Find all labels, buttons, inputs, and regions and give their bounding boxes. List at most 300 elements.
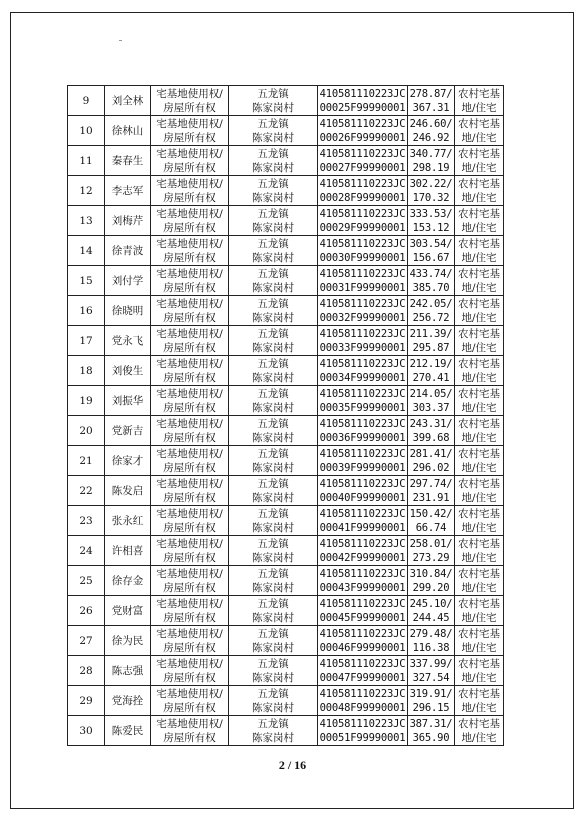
owner-name-cell: 徐晓明: [105, 296, 151, 326]
area-cell-line: 231.91: [412, 491, 450, 504]
area-cell-line: 367.31: [412, 101, 450, 114]
area-cell: [408, 86, 455, 116]
right-type-cell: [151, 296, 229, 326]
location-cell-line: 陈家岗村: [252, 101, 294, 114]
unit-code-cell-line: 00046F99990001: [319, 641, 406, 654]
location-cell-line: 陈家岗村: [252, 671, 294, 684]
right-type-cell-line: 房屋所有权: [163, 251, 216, 264]
right-type-cell-line: 房屋所有权: [163, 491, 216, 504]
unit-code-cell-line: 00045F99990001: [319, 611, 406, 624]
right-type-cell-line: 宅基地使用权/: [156, 267, 223, 280]
unit-code-cell-line: 00034F99990001: [319, 371, 406, 384]
owner-name-cell: 李志军: [105, 176, 151, 206]
area-cell: [408, 356, 455, 386]
right-type-cell-line: 宅基地使用权/: [156, 687, 223, 700]
owner-name-cell: 秦春生: [105, 146, 151, 176]
right-type-cell: [151, 416, 229, 446]
right-type-cell-line: 宅基地使用权/: [156, 387, 223, 400]
unit-code-cell-line: 00027F99990001: [319, 161, 406, 174]
area-cell: [408, 656, 455, 686]
unit-code-cell-line: 00033F99990001: [319, 341, 406, 354]
area-cell-line: 303.37: [412, 401, 450, 414]
land-use-cell-line: 地/住宅: [461, 461, 497, 474]
right-type-cell: [151, 566, 229, 596]
unit-code-cell-line: 00047F99990001: [319, 671, 406, 684]
area-cell-line: 273.29: [412, 551, 450, 564]
land-use-cell: [455, 416, 504, 446]
table-row: [68, 476, 504, 506]
land-use-cell-line: 农村宅基: [458, 627, 500, 640]
area-cell-line: 153.12: [412, 221, 450, 234]
land-use-cell: [455, 716, 504, 746]
unit-code-cell-line: 410581110223JC: [319, 357, 406, 370]
row-number-cell: 16: [68, 296, 105, 326]
area-cell-line: 170.32: [412, 191, 450, 204]
land-use-cell-line: 地/住宅: [461, 371, 497, 384]
right-type-cell-line: 宅基地使用权/: [156, 177, 223, 190]
land-use-cell: [455, 86, 504, 116]
unit-code-cell: [318, 116, 408, 146]
land-use-cell-line: 地/住宅: [461, 731, 497, 744]
area-cell-line: 246.92: [412, 131, 450, 144]
land-use-cell-line: 地/住宅: [461, 251, 497, 264]
area-cell-line: 433.74/: [409, 267, 453, 280]
owner-name-cell: 徐家才: [105, 446, 151, 476]
area-cell-line: 302.22/: [409, 177, 453, 190]
right-type-cell-line: 房屋所有权: [163, 191, 216, 204]
land-use-cell-line: 地/住宅: [461, 521, 497, 534]
row-number-cell: 28: [68, 656, 105, 686]
location-cell: [229, 206, 318, 236]
right-type-cell: [151, 206, 229, 236]
location-cell-line: 五龙镇: [257, 297, 289, 310]
area-cell: [408, 236, 455, 266]
area-cell-line: 385.70: [412, 281, 450, 294]
area-cell-line: 243.31/: [409, 417, 453, 430]
row-number-cell: 13: [68, 206, 105, 236]
location-cell-line: 五龙镇: [257, 687, 289, 700]
unit-code-cell-line: 410581110223JC: [319, 717, 406, 730]
area-cell-line: 214.05/: [409, 387, 453, 400]
location-cell: [229, 326, 318, 356]
table-row: [68, 206, 504, 236]
area-cell: [408, 266, 455, 296]
area-cell-line: 319.91/: [409, 687, 453, 700]
owner-name-cell: 刘振华: [105, 386, 151, 416]
location-cell-line: 陈家岗村: [252, 581, 294, 594]
land-use-cell-line: 农村宅基: [458, 297, 500, 310]
right-type-cell: [151, 536, 229, 566]
land-use-cell: [455, 656, 504, 686]
land-use-cell-line: 农村宅基: [458, 657, 500, 670]
table-row: [68, 86, 504, 116]
unit-code-cell: [318, 596, 408, 626]
land-use-cell-line: 农村宅基: [458, 687, 500, 700]
row-number-cell: 24: [68, 536, 105, 566]
land-use-cell-line: 地/住宅: [461, 311, 497, 324]
area-cell-line: 244.45: [412, 611, 450, 624]
owner-name-cell: 刘俊生: [105, 356, 151, 386]
location-cell-line: 陈家岗村: [252, 491, 294, 504]
right-type-cell-line: 宅基地使用权/: [156, 357, 223, 370]
row-number-cell: 26: [68, 596, 105, 626]
location-cell-line: 陈家岗村: [252, 371, 294, 384]
unit-code-cell: [318, 206, 408, 236]
owner-name-cell: 党永飞: [105, 326, 151, 356]
land-use-cell: [455, 506, 504, 536]
land-use-cell: [455, 236, 504, 266]
unit-code-cell-line: 410581110223JC: [319, 327, 406, 340]
right-type-cell-line: 房屋所有权: [163, 161, 216, 174]
location-cell-line: 陈家岗村: [252, 641, 294, 654]
area-cell: [408, 116, 455, 146]
land-use-cell-line: 地/住宅: [461, 701, 497, 714]
land-use-cell-line: 农村宅基: [458, 477, 500, 490]
location-cell: [229, 266, 318, 296]
right-type-cell-line: 宅基地使用权/: [156, 537, 223, 550]
location-cell-line: 五龙镇: [257, 507, 289, 520]
area-cell-line: 333.53/: [409, 207, 453, 220]
unit-code-cell: [318, 416, 408, 446]
land-use-cell-line: 地/住宅: [461, 161, 497, 174]
table-row: [68, 536, 504, 566]
right-type-cell-line: 房屋所有权: [163, 431, 216, 444]
location-cell-line: 陈家岗村: [252, 191, 294, 204]
right-type-cell-line: 宅基地使用权/: [156, 297, 223, 310]
area-cell: [408, 326, 455, 356]
owner-name-cell: 党新吉: [105, 416, 151, 446]
location-cell-line: 陈家岗村: [252, 611, 294, 624]
right-type-cell-line: 房屋所有权: [163, 581, 216, 594]
area-cell-line: 245.10/: [409, 597, 453, 610]
area-cell-line: 212.19/: [409, 357, 453, 370]
right-type-cell: [151, 596, 229, 626]
unit-code-cell: [318, 356, 408, 386]
unit-code-cell-line: 410581110223JC: [319, 447, 406, 460]
table-row: [68, 686, 504, 716]
land-use-cell-line: 地/住宅: [461, 431, 497, 444]
area-cell: [408, 206, 455, 236]
area-cell-line: 310.84/: [409, 567, 453, 580]
table-row: [68, 566, 504, 596]
area-cell: [408, 536, 455, 566]
land-use-cell: [455, 686, 504, 716]
land-use-cell-line: 农村宅基: [458, 507, 500, 520]
right-type-cell-line: 房屋所有权: [163, 701, 216, 714]
location-cell-line: 陈家岗村: [252, 311, 294, 324]
table-row: [68, 446, 504, 476]
unit-code-cell: [318, 536, 408, 566]
location-cell: [229, 656, 318, 686]
unit-code-cell-line: 00036F99990001: [319, 431, 406, 444]
area-cell-line: 296.15: [412, 701, 450, 714]
row-number-cell: 11: [68, 146, 105, 176]
area-cell-line: 256.72: [412, 311, 450, 324]
right-type-cell: [151, 686, 229, 716]
land-use-cell-line: 农村宅基: [458, 267, 500, 280]
land-use-cell: [455, 596, 504, 626]
table-row: [68, 116, 504, 146]
table-row: [68, 596, 504, 626]
land-use-cell-line: 地/住宅: [461, 131, 497, 144]
unit-code-cell-line: 410581110223JC: [319, 387, 406, 400]
unit-code-cell-line: 00042F99990001: [319, 551, 406, 564]
land-use-cell-line: 农村宅基: [458, 87, 500, 100]
land-use-cell-line: 农村宅基: [458, 117, 500, 130]
unit-code-cell-line: 00026F99990001: [319, 131, 406, 144]
area-cell-line: 242.05/: [409, 297, 453, 310]
area-cell-line: 299.20: [412, 581, 450, 594]
row-number-cell: 10: [68, 116, 105, 146]
location-cell-line: 陈家岗村: [252, 551, 294, 564]
land-use-cell-line: 农村宅基: [458, 327, 500, 340]
location-cell-line: 五龙镇: [257, 627, 289, 640]
unit-code-cell-line: 410581110223JC: [319, 207, 406, 220]
area-cell-line: 297.74/: [409, 477, 453, 490]
row-number-cell: 15: [68, 266, 105, 296]
table-row: [68, 416, 504, 446]
land-use-cell-line: 地/住宅: [461, 221, 497, 234]
right-type-cell-line: 宅基地使用权/: [156, 147, 223, 160]
owner-name-cell: 陈志强: [105, 656, 151, 686]
area-cell: [408, 386, 455, 416]
location-cell: [229, 146, 318, 176]
row-number-cell: 12: [68, 176, 105, 206]
right-type-cell-line: 房屋所有权: [163, 371, 216, 384]
unit-code-cell: [318, 296, 408, 326]
unit-code-cell: [318, 86, 408, 116]
land-use-cell-line: 农村宅基: [458, 387, 500, 400]
area-cell: [408, 626, 455, 656]
location-cell: [229, 236, 318, 266]
land-use-cell: [455, 116, 504, 146]
right-type-cell: [151, 656, 229, 686]
land-use-cell: [455, 176, 504, 206]
land-use-cell-line: 地/住宅: [461, 341, 497, 354]
right-type-cell: [151, 356, 229, 386]
land-use-cell: [455, 326, 504, 356]
right-type-cell-line: 房屋所有权: [163, 221, 216, 234]
location-cell-line: 陈家岗村: [252, 731, 294, 744]
land-use-cell: [455, 476, 504, 506]
right-type-cell-line: 宅基地使用权/: [156, 417, 223, 430]
land-use-cell-line: 农村宅基: [458, 417, 500, 430]
right-type-cell-line: 房屋所有权: [163, 101, 216, 114]
right-type-cell-line: 宅基地使用权/: [156, 627, 223, 640]
unit-code-cell-line: 410581110223JC: [319, 627, 406, 640]
unit-code-cell: [318, 326, 408, 356]
area-cell-line: 365.90: [412, 731, 450, 744]
unit-code-cell-line: 410581110223JC: [319, 87, 406, 100]
land-use-cell: [455, 266, 504, 296]
location-cell: [229, 446, 318, 476]
right-type-cell-line: 房屋所有权: [163, 671, 216, 684]
land-use-cell-line: 地/住宅: [461, 191, 497, 204]
records-body: [68, 86, 504, 746]
table-row: [68, 506, 504, 536]
unit-code-cell-line: 410581110223JC: [319, 567, 406, 580]
land-use-cell: [455, 356, 504, 386]
location-cell: [229, 536, 318, 566]
location-cell-line: 陈家岗村: [252, 281, 294, 294]
location-cell: [229, 296, 318, 326]
area-cell: [408, 416, 455, 446]
location-cell-line: 五龙镇: [257, 147, 289, 160]
location-cell-line: 五龙镇: [257, 267, 289, 280]
row-number-cell: 29: [68, 686, 105, 716]
land-use-cell: [455, 536, 504, 566]
right-type-cell: [151, 476, 229, 506]
right-type-cell: [151, 146, 229, 176]
area-cell-line: 258.01/: [409, 537, 453, 550]
area-cell-line: 399.68: [412, 431, 450, 444]
land-use-cell-line: 农村宅基: [458, 177, 500, 190]
location-cell: [229, 596, 318, 626]
unit-code-cell-line: 00051F99990001: [319, 731, 406, 744]
unit-code-cell-line: 410581110223JC: [319, 237, 406, 250]
page-number: 2 / 16: [278, 758, 307, 772]
right-type-cell-line: 宅基地使用权/: [156, 657, 223, 670]
right-type-cell-line: 宅基地使用权/: [156, 207, 223, 220]
table-row: [68, 326, 504, 356]
area-cell-line: 298.19: [412, 161, 450, 174]
right-type-cell: [151, 716, 229, 746]
right-type-cell-line: 房屋所有权: [163, 731, 216, 744]
unit-code-cell-line: 410581110223JC: [319, 147, 406, 160]
location-cell: [229, 86, 318, 116]
right-type-cell-line: 房屋所有权: [163, 311, 216, 324]
area-cell: [408, 176, 455, 206]
location-cell: [229, 116, 318, 146]
area-cell-line: 156.67: [412, 251, 450, 264]
right-type-cell-line: 宅基地使用权/: [156, 87, 223, 100]
land-use-cell-line: 农村宅基: [458, 207, 500, 220]
unit-code-cell-line: 00041F99990001: [319, 521, 406, 534]
owner-name-cell: 张永红: [105, 506, 151, 536]
area-cell-line: 66.74: [415, 521, 447, 534]
table-row: [68, 236, 504, 266]
table-row: [68, 146, 504, 176]
owner-name-cell: 党财富: [105, 596, 151, 626]
land-use-cell-line: 地/住宅: [461, 581, 497, 594]
owner-name-cell: 陈发启: [105, 476, 151, 506]
land-use-cell-line: 地/住宅: [461, 611, 497, 624]
row-number-cell: 18: [68, 356, 105, 386]
location-cell: [229, 506, 318, 536]
area-cell: [408, 146, 455, 176]
land-use-cell: [455, 566, 504, 596]
right-type-cell-line: 宅基地使用权/: [156, 477, 223, 490]
land-use-cell-line: 地/住宅: [461, 491, 497, 504]
area-cell: [408, 596, 455, 626]
unit-code-cell-line: 410581110223JC: [319, 177, 406, 190]
unit-code-cell: [318, 506, 408, 536]
area-cell-line: 303.54/: [409, 237, 453, 250]
unit-code-cell-line: 00031F99990001: [319, 281, 406, 294]
right-type-cell-line: 房屋所有权: [163, 641, 216, 654]
location-cell-line: 陈家岗村: [252, 341, 294, 354]
area-cell-line: 387.31/: [409, 717, 453, 730]
table-row: [68, 266, 504, 296]
area-cell: [408, 296, 455, 326]
owner-name-cell: 党海拴: [105, 686, 151, 716]
unit-code-cell-line: 00043F99990001: [319, 581, 406, 594]
right-type-cell: [151, 446, 229, 476]
location-cell-line: 五龙镇: [257, 477, 289, 490]
area-cell: [408, 446, 455, 476]
unit-code-cell-line: 410581110223JC: [319, 417, 406, 430]
location-cell: [229, 716, 318, 746]
location-cell: [229, 476, 318, 506]
location-cell-line: 五龙镇: [257, 117, 289, 130]
table-row: [68, 626, 504, 656]
table-row: [68, 176, 504, 206]
land-use-cell: [455, 296, 504, 326]
owner-name-cell: 徐青波: [105, 236, 151, 266]
row-number-cell: 19: [68, 386, 105, 416]
unit-code-cell: [318, 386, 408, 416]
right-type-cell: [151, 386, 229, 416]
location-cell-line: 陈家岗村: [252, 521, 294, 534]
right-type-cell-line: 房屋所有权: [163, 341, 216, 354]
location-cell-line: 陈家岗村: [252, 131, 294, 144]
row-number-cell: 9: [68, 86, 105, 116]
land-use-cell-line: 农村宅基: [458, 447, 500, 460]
scan-speck: [119, 40, 122, 41]
land-use-cell-line: 农村宅基: [458, 537, 500, 550]
owner-name-cell: 陈爱民: [105, 716, 151, 746]
right-type-cell: [151, 176, 229, 206]
location-cell-line: 五龙镇: [257, 717, 289, 730]
location-cell: [229, 356, 318, 386]
right-type-cell: [151, 326, 229, 356]
table-row: [68, 356, 504, 386]
land-use-cell-line: 农村宅基: [458, 147, 500, 160]
unit-code-cell-line: 00040F99990001: [319, 491, 406, 504]
unit-code-cell: [318, 476, 408, 506]
land-use-cell-line: 地/住宅: [461, 551, 497, 564]
unit-code-cell-line: 410581110223JC: [319, 657, 406, 670]
area-cell-line: 211.39/: [409, 327, 453, 340]
location-cell: [229, 416, 318, 446]
right-type-cell-line: 房屋所有权: [163, 461, 216, 474]
land-use-cell-line: 地/住宅: [461, 281, 497, 294]
unit-code-cell: [318, 656, 408, 686]
right-type-cell: [151, 626, 229, 656]
area-cell-line: 281.41/: [409, 447, 453, 460]
right-type-cell: [151, 506, 229, 536]
unit-code-cell-line: 00025F99990001: [319, 101, 406, 114]
right-type-cell-line: 房屋所有权: [163, 611, 216, 624]
owner-name-cell: 刘全林: [105, 86, 151, 116]
row-number-cell: 23: [68, 506, 105, 536]
location-cell-line: 五龙镇: [257, 237, 289, 250]
unit-code-cell-line: 410581110223JC: [319, 477, 406, 490]
row-number-cell: 27: [68, 626, 105, 656]
right-type-cell-line: 宅基地使用权/: [156, 327, 223, 340]
area-cell: [408, 476, 455, 506]
location-cell-line: 陈家岗村: [252, 221, 294, 234]
unit-code-cell-line: 410581110223JC: [319, 597, 406, 610]
location-cell: [229, 566, 318, 596]
land-use-cell-line: 农村宅基: [458, 717, 500, 730]
location-cell-line: 陈家岗村: [252, 701, 294, 714]
location-cell-line: 陈家岗村: [252, 251, 294, 264]
row-number-cell: 30: [68, 716, 105, 746]
location-cell: [229, 176, 318, 206]
area-cell-line: 296.02: [412, 461, 450, 474]
area-cell: [408, 566, 455, 596]
